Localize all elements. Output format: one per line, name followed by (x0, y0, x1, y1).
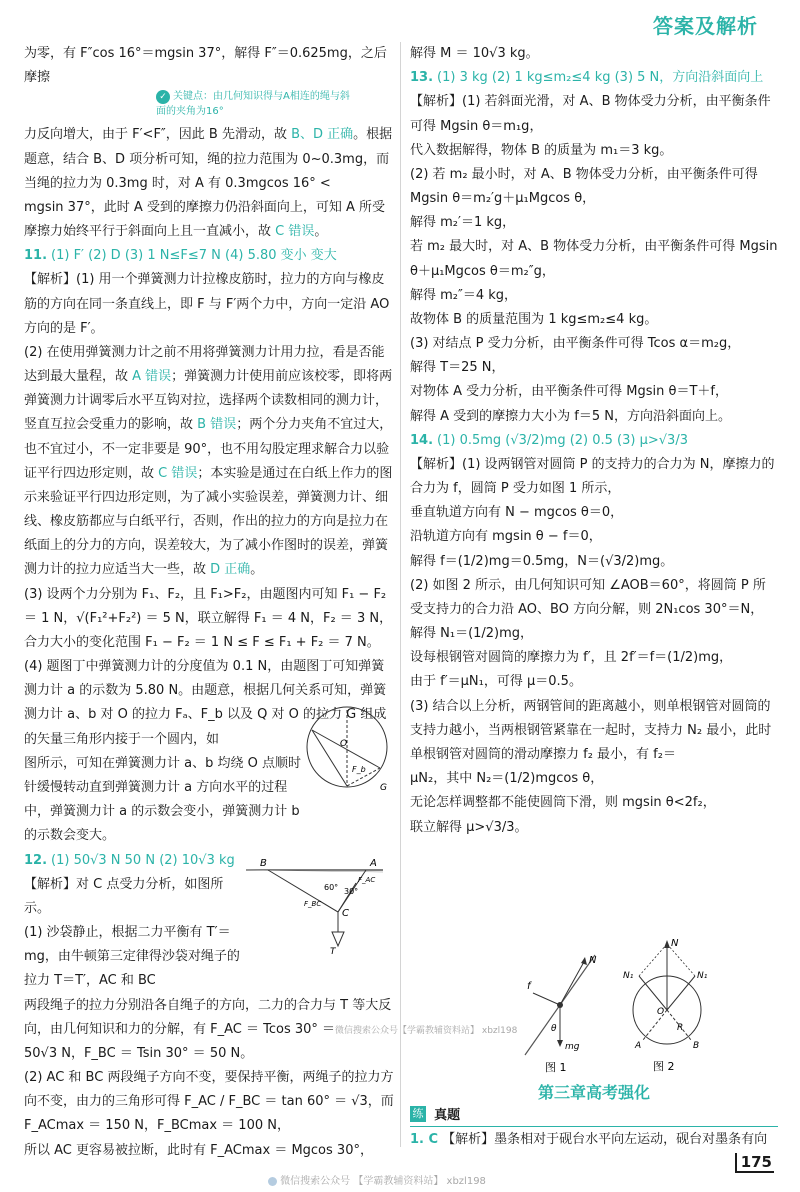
label-B: B (693, 1041, 700, 1051)
label-N1-right: N₁ (697, 971, 708, 981)
text-line: 当绳的拉力为 0.3mg 时，对 A 有 0.3mgcos 16° < (24, 175, 331, 191)
answer-mark: C 错误 (275, 224, 315, 240)
label-N: N (671, 938, 679, 949)
force-circle-figure (300, 700, 395, 795)
label-R: R (677, 1023, 684, 1033)
q14-analysis-5: (2) 如图 2 所示，由几何知识可知 ∠AOB＝60°，将圆筒 P 所受支持力的合力沿 AO、BO 方向分解，则 2N₁cos 30°＝N， (410, 577, 766, 617)
label-O: O (657, 1007, 665, 1017)
label-B: B (260, 858, 267, 869)
q11-analysis-4: (4) 题图丁中弹簧测力计的分度值为 0.1 N，由题图丁可知弹簧测力计 a 的示数为 5.80 N。由题意，根据几何关系可知，弹簧测力计 a、b 对 O 的拉力 Fₐ、F_b 以及 Q 对 O 的拉力 G 组成的矢量三角形内接于一个圆内，如 (24, 659, 387, 747)
watermark-mid: 微信搜索公众号【学霸教辅资料站】 xbzl198 (335, 1026, 518, 1036)
label-mg: mg (565, 1042, 580, 1052)
label-theta: θ (551, 1024, 557, 1034)
question-number: 14. (410, 432, 434, 448)
q11-analysis-2: (2) 在使用弹簧测力计之前不用将弹簧测力计用力拉，看是否能达到最大量程，故 A 错误；弹簧测力计使用前应该校零，即将两弹簧测力计调零后水平互钩对拉，选择两个读数相同的测力计，竖直互拉会受重力的影响，故 B 错误；两个分力夹角不宜过大，也不宜过小，不一定非要是 90°，也不用勾股定理求解合力以验证平行四边形定则，故 C 错误；本实验是通过在白纸上作力的图示来验证平行四边形定则，为了减小实验误差，弹簧测力计、细线、橡皮筋都应与白纸平行，否则，作出的拉力的方向是拉力在纸面上的分力的方向，误差较大，为了减小作图时的误差，弹簧测力计的拉力应适当大一些，故 D 正确。 (24, 344, 393, 578)
figure-2-cross-section (615, 930, 725, 1075)
watermark-bottom: 微信搜索公众号 【学霸教辅资料站】 xbzl198 (268, 1172, 486, 1187)
label-A: A (635, 1041, 642, 1051)
q13-analysis-11: 解得 A 受到的摩擦力大小为 f＝5 N，方向沿斜面向上。 (410, 408, 731, 424)
question-number: 12. (24, 852, 48, 868)
text-line: 为零，有 F″cos 16°＝mgsin 37°，解得 F″＝0.625mg，之后摩擦 (24, 46, 387, 86)
q12-analysis-5: (2) AC 和 BC 两段绳子方向不变，要保持平衡，两绳子的拉力方向不变，由力的三角形可得 F_AC / F_BC ＝ tan 60° ＝ √3，而 (24, 1070, 394, 1110)
label-C: C (342, 908, 349, 919)
q13-analysis-1: 【解析】(1) 若斜面光滑，对 A、B 物体受力分析，由平衡条件可得 Mgsin θ＝m₁g， (410, 94, 771, 134)
question-number: 13. (410, 70, 434, 86)
label-O: O (340, 739, 348, 749)
question-12-answer: 12. (1) 50√3 N 50 N (2) 10√3 kg (24, 852, 235, 868)
keypoint-icon: ✓ (156, 90, 170, 104)
question-14-answer: 14. (1) 0.5mg (√3/2)mg (2) 0.5 (3) μ>√3/3 (410, 432, 688, 448)
q13-analysis-5: 若 m₂ 最大时，对 A、B 物体受力分析，由平衡条件可得 Mgsin θ＋μ₁Mgcos θ＝m₂″g， (410, 239, 778, 279)
zhenti-label: 真题 (434, 1108, 461, 1123)
label-T: T (330, 947, 336, 955)
column-divider (400, 42, 401, 1147)
fig1-caption: 图 1 (545, 1061, 567, 1074)
q11-analysis-4b: 图所示，可知在弹簧测力计 a、b 均绕 O 点顺时针缓慢转动直到弹簧测力计 a 方向水平的过程中，弹簧测力计 a 的示数会变小，弹簧测力计 b 的示数会变大。 (24, 755, 301, 844)
section-title: 第三章高考强化 (537, 1083, 650, 1102)
label-60: 60° (324, 883, 339, 892)
question-number: 1. C (410, 1132, 439, 1147)
label-FAC: F_AC (358, 876, 376, 884)
q14-analysis-3: 沿轨道方向有 mgsin θ − f＝0， (410, 529, 602, 545)
q14-analysis-1: 【解析】(1) 设两钢管对圆筒 P 的支持力的合力为 N，摩擦力的合力为 f，圆筒 P 受力如图 1 所示， (410, 456, 775, 497)
right-column (410, 42, 778, 840)
q14-analysis-7: 设每根钢管对圆筒的摩擦力为 f′，且 2f′＝f＝(1/2)mg， (410, 650, 733, 666)
label-Fb: F_b (352, 765, 366, 774)
label-30: 30° (344, 887, 359, 896)
keypoint-badge: 关键点 (173, 91, 203, 103)
q12-analysis-6: F_ACmax ＝ 150 N，F_BCmax ＝ 100 N， (24, 1118, 290, 1134)
keypoint-note: ✓ 关键点：由几何知识得与A相连的绳与斜面的夹角为16° (156, 91, 350, 117)
keypoint-text: 由几何知识得与A相连的绳与斜面的夹角为16° (156, 91, 350, 117)
page-number: 175 (735, 1153, 774, 1173)
text-line: 解得 M ＝ 10√3 kg。 (410, 46, 539, 61)
text-line: 力反向增大，由于 F′<F″，因此 B 先滑动，故 B、D 正确。根据 (24, 127, 393, 143)
zhenti-header (410, 1104, 778, 1127)
label-G: G (380, 783, 387, 793)
answer-mark: B、D 正确 (291, 127, 354, 143)
left-column (24, 42, 396, 1163)
q11-analysis-1: 【解析】(1) 用一个弹簧测力计拉橡皮筋时，拉力的方向与橡皮筋的方向在同一条直线上，即 F 与 F′两个力中，方向一定沿 AO 方向的是 F′。 (24, 272, 390, 336)
q14-analysis-11: 无论怎样调整都不能使圆筒下滑，则 mgsin θ<2f₂， (410, 795, 716, 811)
q12-analysis-3: 两段绳子的拉力分别沿各自绳子的方向，二力的合力与 T 等大反向，由几何知识和力的分解，有 F_AC ＝ Tcos 30° ＝ (24, 997, 392, 1037)
question-13-answer: 13. (1) 3 kg (2) 1 kg≤m₂≤4 kg (3) 5 N，方向沿斜面向上 (410, 70, 764, 86)
header-title: 答案及解析 (653, 14, 758, 38)
q14-analysis-4: 解得 f＝(1/2)mg＝0.5mg，N＝(√3/2)mg。 (410, 553, 674, 569)
q14-analysis-2: 垂直轨道方向有 N − mgcos θ＝0， (410, 505, 624, 521)
q11-analysis-3: (3) 设两个力分别为 F₁、F₂，且 F₁>F₂，由题图内可知 F₁ − F₂ ＝ 1 N，√(F₁²+F₂²) ＝ 5 N，联立解得 F₁ ＝ 4 N，F₂ ＝ 3 N，合力大小的变化范围 F₁ − F₂ ＝ 1 N ≤ F ≤ F₁ + F₂ ＝ 7 N。 (24, 586, 393, 650)
q13-analysis-9: 解得 T＝25 N， (410, 360, 505, 376)
question-number: 11. (24, 248, 48, 264)
q13-analysis-8: (3) 对结点 P 受力分析，由平衡条件可得 Tcos α＝m₂g， (410, 336, 741, 352)
figure-1-cylinder-forces (515, 935, 610, 1075)
zhenti-icon: 练 (410, 1106, 426, 1122)
q13-analysis-2: 代入数据解得，物体 B 的质量为 m₁＝3 kg。 (410, 142, 673, 158)
zhenti-q1: 1. C 【解析】墨条相对于砚台水平向左运动，砚台对墨条有向 (410, 1132, 768, 1147)
q14-analysis-12: 联立解得 μ>√3/3。 (410, 819, 528, 835)
q14-analysis-6: 解得 N₁＝(1/2)mg， (410, 626, 534, 642)
q14-analysis-8: 由于 f′＝μN₁，可得 μ＝0.5。 (410, 674, 582, 690)
question-11-answer: 11. (1) F′ (2) D (3) 1 N≤F≤7 N (4) 5.80 变小 变大 (24, 248, 337, 264)
q12-analysis-7: 所以 AC 更容易被拉断，此时有 F_ACmax ＝ Mgcos 30°， (24, 1142, 373, 1158)
text-line: 摩擦力始终平行于斜面向上且一直减小，故 C 错误。 (24, 224, 328, 240)
q14-analysis-10: μN₂，其中 N₂＝(1/2)mgcos θ， (410, 771, 604, 787)
q12-analysis-2: (1) 沙袋静止，根据二力平衡有 T′＝mg，由牛顿第三定律得沙袋对绳子的拉力 T＝T′，AC 和 BC (24, 925, 240, 989)
q13-analysis-10: 对物体 A 受力分析，由平衡条件可得 Mgsin θ＝T＋f， (410, 384, 728, 400)
fig2-caption: 图 2 (653, 1060, 675, 1073)
q12-analysis-1: 【解析】对 C 点受力分析，如图所示。 (24, 876, 224, 916)
q13-analysis-6: 解得 m₂″＝4 kg， (410, 287, 518, 303)
wechat-icon (268, 1177, 277, 1186)
label-FBC: F_BC (304, 900, 322, 908)
text-line: 题意，结合 B、D 项分析可知，绳的拉力范围为 0~0.3mg，而 (24, 151, 390, 167)
q13-analysis-7: 故物体 B 的质量范围为 1 kg≤m₂≤4 kg。 (410, 311, 658, 327)
q13-analysis-4: 解得 m₂′＝1 kg， (410, 215, 516, 231)
q14-analysis-9: (3) 结合以上分析，两钢管间的距离越小，则单根钢管对圆筒的支持力越小，当两根钢管紧靠在一起时，支持力 N₂ 最小，此时单根钢管对圆筒的滑动摩擦力 f₂ 最小，有 f₂＝ (410, 698, 772, 762)
label-N: N (589, 955, 597, 966)
label-A: A (370, 858, 377, 869)
text-line: mgsin 37°，此时 A 受到的摩擦力仍沿斜面向上，可知 A 所受 (24, 199, 386, 215)
q13-analysis-3: (2) 若 m₂ 最小时，对 A、B 物体受力分析，由平衡条件可得 Mgsin θ＝m₂′g＋μ₁Mgcos θ， (410, 166, 758, 207)
label-f: f (527, 981, 531, 992)
knot-force-figure (238, 850, 388, 955)
q12-analysis-4: 50√3 N，F_BC ＝ Tsin 30° ＝ 50 N。 (24, 1045, 254, 1061)
label-N1-left: N₁ (623, 971, 634, 981)
